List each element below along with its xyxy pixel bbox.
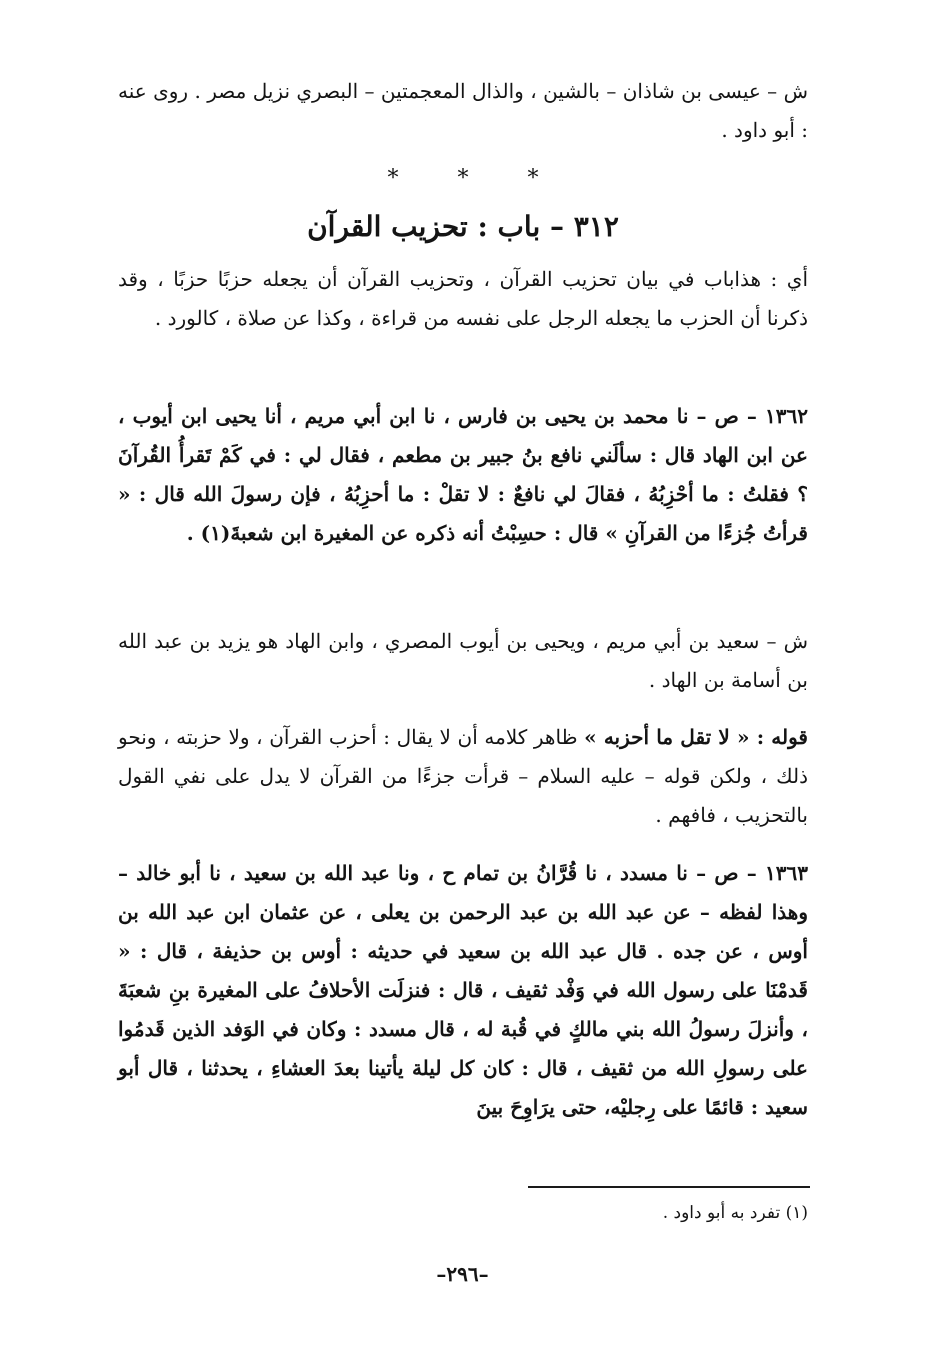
chapter-title: ٣١٢ – باب : تحزيب القرآن: [307, 210, 619, 243]
star-icon: *: [527, 166, 539, 191]
footnote-divider: [528, 1186, 810, 1188]
paragraph-text: أي : هذاباب في بيان تحزيب القرآن ، وتحزيب القرآن أن يجعله حزبًا حزبًا ، وقد ذكرنا أن الحزب ما يجعله الرجل على نفسه من قراءة ، وكذا عن صلاة ، كالورد .: [118, 267, 808, 330]
paragraph-narrator-note-1: [118, 72, 808, 150]
paragraph-commentary: [118, 718, 808, 835]
paragraph-hadith-1363: [118, 854, 808, 1127]
quoted-phrase: قوله : « لا تقل ما أحزبه »: [584, 725, 808, 749]
paragraph-text: ١٣٦٣ – ص – نا مسدد ، نا قُرَّانُ بن تمام ح ، ونا عبد الله بن سعيد ، نا أبو خالد – وهذا لفظه – عن عبد الله بن عبد الرحمن بن يعلى ، عن عثمان ابن عبد الله بن أوس ، عن جده . قال عبد الله بن سعيد في حديثه : أوس بن حذيفة ، قال : « قَدمْنَا على رسول الله في وَفْد ثقيف ، قال : فنزلَت الأحلافُ على المغيرة بنِ شعبَةَ ، وأنزلَ رسولُ الله بني مالكٍ في قُبة له ، قال مسدد : وكان في الوَفد الذين قَدمُوا على رسولِ الله من ثقيف ، قال : كان كل ليلة يأتينا بعدَ العشاءِ ، يحدثنا ، قال أبو سعيد : قائمًا على رِجليْه، حتى يرَاوِحَ بينَ: [118, 861, 809, 1119]
paragraph-text: ظاهر كلامه أن لا يقال : أحزب القرآن ، ولا حزبته ، ونحو ذلك ، ولكن قوله – عليه السلام – قرأت جزءًا من القرآن لا يدل على نفي القول بالتحزيب ، فافهم .: [118, 725, 808, 827]
star-icon: *: [387, 166, 399, 191]
paragraph-text: ش – عيسى بن شاذان – بالشين ، والذال المعجمتين – البصري نزيل مصر . روى عنه : أبو داود .: [118, 79, 808, 142]
paragraph-text: ش – سعيد بن أبي مريم ، ويحيى بن أيوب المصري ، وابن الهاد هو يزيد بن عبد الله بن أسامة بن الهاد .: [118, 629, 808, 692]
paragraph-text: ١٣٦٢ – ص – نا محمد بن يحيى بن فارس ، نا ابن أبي مريم ، أنا يحيى ابن أيوب ، عن ابن الهاد قال : سألَني نافع بنُ جبير بن مطعم ، فقال لي : في كَمْ تَقرأُ القُرآنَ ؟ فقلتُ : ما أحْزِبُهُ ، فقالَ لي نافعٌ : لا تقلْ : ما أحزِبُهُ ، فإن رسولَ الله قال : « قرأتُ جُزءًا من القرآنِ » قال : حسِبْتُ أنه ذكره عن المغيرة ابن شعبةَ(١) .: [118, 404, 808, 545]
paragraph-narrator-note-2: [118, 622, 808, 700]
paragraph-chapter-explanation: [118, 260, 808, 338]
section-divider-stars: [118, 166, 808, 191]
paragraph-hadith-1362: [118, 397, 808, 553]
page-number: –٢٩٦–: [436, 1262, 489, 1286]
star-icon: *: [457, 166, 469, 191]
footnote: (١) تفرد به أبو داود .: [662, 1203, 808, 1223]
